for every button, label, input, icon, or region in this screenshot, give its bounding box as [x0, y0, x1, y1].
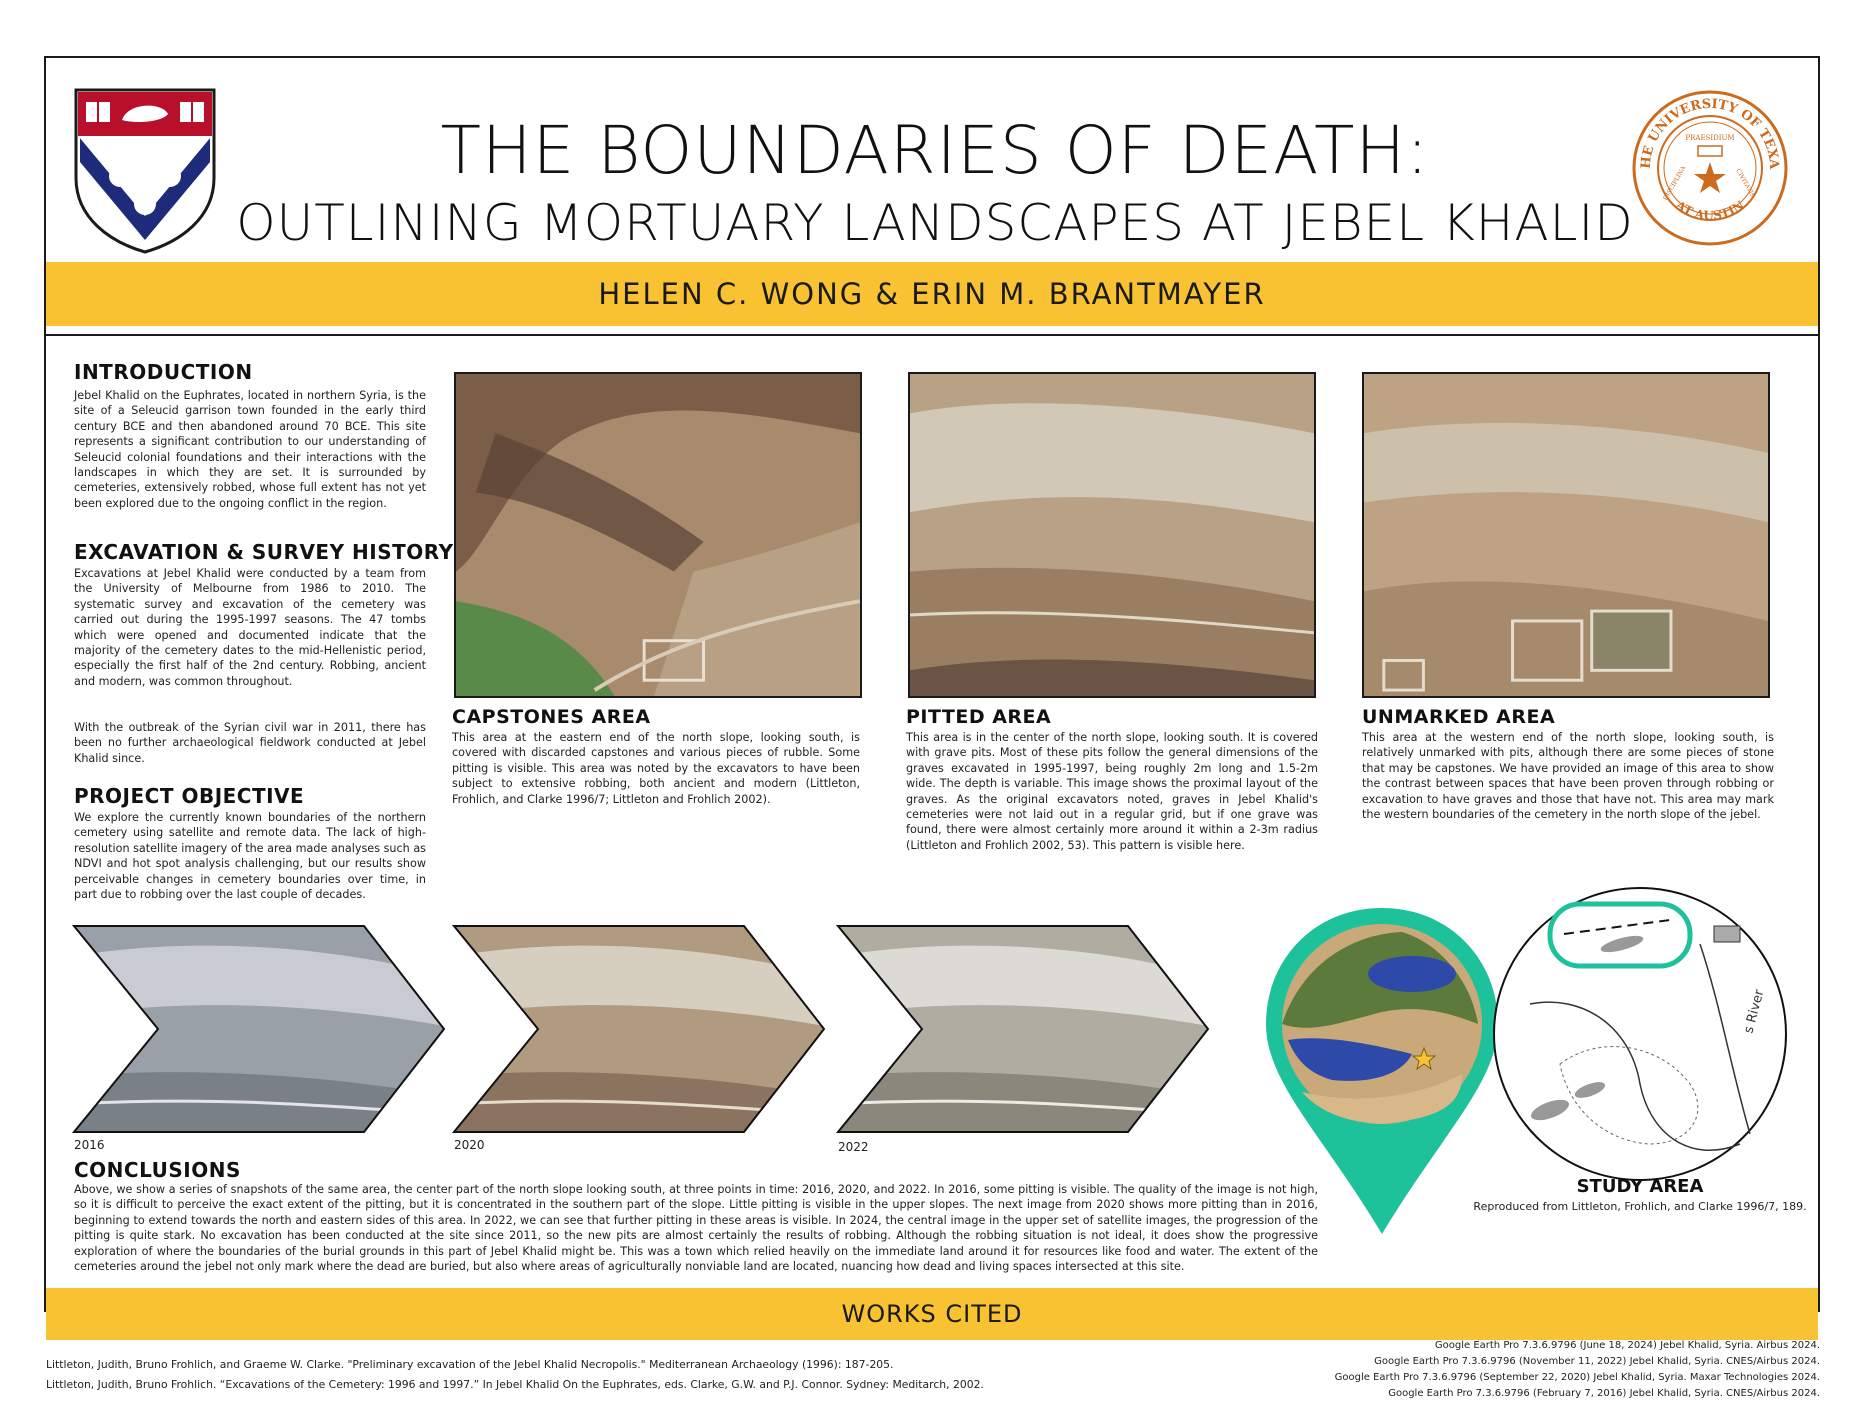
- timeline-2020-image: [454, 926, 824, 1132]
- unmarked-heading: UNMARKED AREA: [1362, 706, 1556, 728]
- excavation-heading: EXCAVATION & SURVEY HISTORY: [74, 540, 454, 564]
- study-area-map: [1490, 884, 1790, 1184]
- header-divider: [44, 334, 1820, 336]
- works-cited-banner: WORKS CITED: [46, 1288, 1818, 1340]
- conclusions-text: Above, we show a series of snapshots of the same area, the center part of the north slope looking south, at three points in time: 2016, 2020, and 2022. In 2016, some pitting is visible. The quality of the image is not high, so it is difficult to perceive the exact extent of the pitting, but it is concentrated in the southern part of the slope. Little pitting is visible in the upper slopes. The next image from 2020 shows more pitting than in 2016, beginning to extend towards the north and eastern sides of this area. In 2022, we can see that further pitting in these areas is visible. In 2024, the central image in the upper set of satellite images, the progression of the pitting is quite stark. No excavation has been conducted at the site since 2011, so the new pits are almost certainly the results of robbing. Although the robbing situation is not ideal, it does show the progressive exploration of where the boundaries of the burial grounds in this part of Jebel Khalid might be. This was a town which relied heavily on the immediate land around it for resources like food and water. The extent of the cemeteries around the jebel not only mark where the dead are buried, but also where areas of agriculturally nonviable land are located, nuancing how dead and living spaces intersected at this site.: [74, 1183, 1318, 1274]
- seal-bottom-text: AT AUSTIN: [1673, 197, 1747, 223]
- citation-right-1: Google Earth Pro 7.3.6.9796 (June 18, 2024) Jebel Khalid, Syria. Airbus 2024.: [1434, 1340, 1820, 1351]
- pitted-satellite-image: [908, 372, 1316, 698]
- conclusions-heading: CONCLUSIONS: [74, 1158, 241, 1182]
- study-area-caption: Reproduced from Littleton, Frohlich, and Clarke 1996/7, 189.: [1473, 1200, 1807, 1213]
- study-area-heading: STUDY AREA: [1576, 1176, 1704, 1197]
- poster-title: [0, 112, 1870, 256]
- citation-right-3: Google Earth Pro 7.3.6.9796 (September 22, 2020) Jebel Khalid, Syria. Maxar Technologies 2024.: [1334, 1372, 1820, 1383]
- citation-right-2: Google Earth Pro 7.3.6.9796 (November 11, 2022) Jebel Khalid, Syria. CNES/Airbus 2024.: [1374, 1356, 1820, 1367]
- introduction-heading: INTRODUCTION: [74, 360, 253, 384]
- objective-heading: PROJECT OBJECTIVE: [74, 784, 305, 808]
- title-line-1: THE BOUNDARIES OF DEATH:: [440, 112, 1430, 189]
- excavation-text-2: With the outbreak of the Syrian civil war in 2011, there has been no further archaeological fieldwork conducted at Jebel Khalid since.: [74, 721, 426, 765]
- seal-inner-text: PRAESIDIUM: [1685, 134, 1735, 142]
- year-label-2016: 2016: [74, 1138, 105, 1152]
- pitted-heading: PITTED AREA: [906, 706, 1052, 728]
- excavation-text: Excavations at Jebel Khalid were conducted by a team from the University of Melbourne from 1986 to 2010. The systematic survey and excavation of the cemetery was carried out during the 1995-1997 seasons. The 47 tombs which were opened and documented indicate that the majority of the cemetery dates to the mid-Hellenistic period, especially the first half of the 2nd century. Robbing, ancient and modern, was common throughout.: [74, 567, 426, 688]
- year-label-2020: 2020: [454, 1138, 485, 1152]
- title-line-2: OUTLINING MORTUARY LANDSCAPES AT JEBEL KHALID: [236, 194, 1634, 252]
- capstones-text: This area at the eastern end of the north slope, looking south, is covered with discarded capstones and various pieces of rubble. Some pitting is visible. This area was noted by the excavators to have been subject to extensive robbing, both ancient and modern (Littleton, Frohlich, and Clarke 1996/7; Littleton and Frohlich 2002).: [452, 731, 860, 806]
- introduction-text: Jebel Khalid on the Euphrates, located in northern Syria, is the site of a Seleucid garrison town founded in the early third century BCE and then abandoned around 70 BCE. This site represents a significant contribution to our understanding of Seleucid colonial foundations and their interactions with the landscapes in which they are set. It is surrounded by cemeteries, extensively robbed, whose full extent has not yet been explored due to the ongoing conflict in the region.: [74, 389, 426, 510]
- citation-left-2: Littleton, Judith, Bruno Frohlich. “Excavations of the Cemetery: 1996 and 1997.” In Jebel Khalid On the Euphrates, eds. Clarke, G.W. and P.J. Connor. Sydney: Meditarch, 2002.: [46, 1378, 984, 1391]
- pitted-text: This area is in the center of the north slope, looking south. It is covered with grave pits. Most of these pits follow the general dimensions of the graves excavated in 1995-1997, being roughly 2m long and 1.5-2m wide. The depth is variable. This image shows the proximal layout of the graves. As the original excavators noted, graves in Jebel Khalid's cemeteries were not laid out in a regular grid, but if one grave was found, there were almost certainly more around it within a 2-3m radius (Littleton and Frohlich 2002, 53). This pattern is visible here.: [906, 731, 1318, 852]
- citation-left-1: Littleton, Judith, Bruno Frohlich, and Graeme W. Clarke. "Preliminary excavation of the Jebel Khalid Necropolis." Mediterranean Archaeology (1996): 187-205.: [46, 1358, 894, 1371]
- year-label-2022: 2022: [838, 1140, 869, 1154]
- map-river-label: s River: [1741, 988, 1768, 1036]
- capstones-satellite-image: [454, 372, 862, 698]
- authors-banner: HELEN C. WONG & ERIN M. BRANTMAYER: [46, 262, 1818, 326]
- seal-left-text: DISCIPLINA: [1662, 164, 1688, 202]
- unmarked-text: This area at the western end of the north slope, looking south, is relatively unmarked with pits, although there are some pieces of stone that may be capstones. We have provided an image of this area to show the contrast between spaces that have been proven through robbing or excavation to have graves and those that have not. This area may mark the western boundaries of the cemetery in the north slope of the jebel.: [1362, 731, 1774, 822]
- timeline-2022-image: [838, 926, 1208, 1132]
- seal-right-text: CIVITATIS: [1734, 167, 1757, 199]
- unmarked-satellite-image: [1362, 372, 1770, 698]
- citation-right-4: Google Earth Pro 7.3.6.9796 (February 7, 2016) Jebel Khalid, Syria. CNES/Airbus 2024.: [1388, 1388, 1820, 1399]
- seal-top-text: HE UNIVERSITY OF TEXA: [1638, 96, 1782, 170]
- capstones-heading: CAPSTONES AREA: [452, 706, 651, 728]
- objective-text: We explore the currently known boundaries of the northern cemetery using satellite and remote data. The lack of high-resolution satellite imagery of the area made analyses such as NDVI and hot spot analysis challenging, but our results show perceivable changes in cemetery boundaries over time, in part due to robbing over the last couple of decades.: [74, 811, 426, 902]
- timeline-2016-image: [74, 926, 444, 1132]
